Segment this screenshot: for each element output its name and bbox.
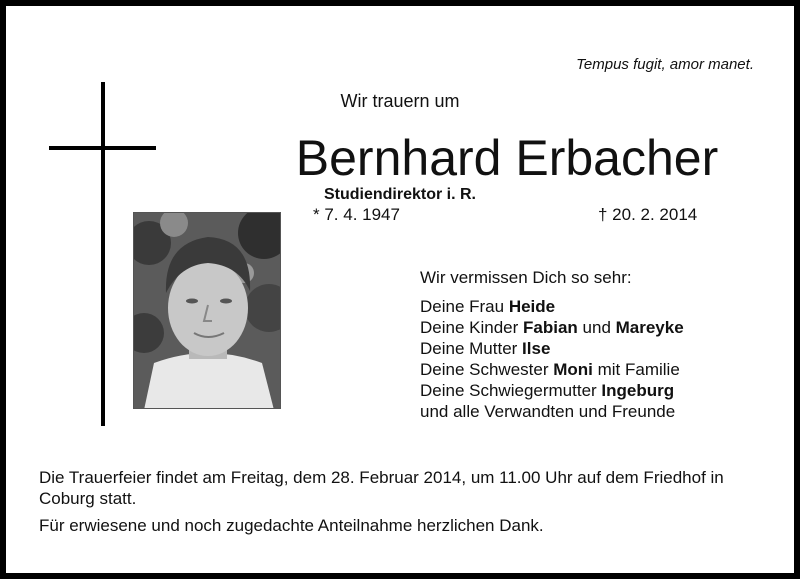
deceased-title: Studiendirektor i. R. bbox=[323, 186, 476, 203]
cross-icon-horizontal bbox=[49, 146, 156, 150]
mourner-line bbox=[420, 317, 684, 338]
mourner-relation: Deine Kinder bbox=[420, 318, 524, 337]
mourner-relation: Deine Mutter bbox=[420, 339, 523, 358]
mourner-joiner: und bbox=[577, 318, 616, 337]
birth-date: * 7. 4. 1947 bbox=[313, 205, 400, 224]
mourner-name: Moni bbox=[553, 360, 593, 379]
mourner-line bbox=[420, 401, 684, 422]
mourner-name: Heide bbox=[508, 297, 556, 316]
death-date: † 20. 2. 2014 bbox=[598, 205, 698, 224]
mourner-relation: Deine Schwester bbox=[420, 360, 554, 379]
intro-text: Wir trauern um bbox=[340, 91, 460, 111]
mourners-lead: Wir vermissen Dich so sehr: bbox=[420, 268, 632, 287]
mourner-line bbox=[420, 338, 684, 359]
mourner-relation: Deine Frau bbox=[420, 297, 509, 316]
portrait-photo bbox=[133, 212, 281, 409]
mourner-name: Ilse bbox=[522, 339, 551, 358]
footer-text bbox=[39, 467, 779, 542]
thanks-notice: Für erwiesene und noch zugedachte Anteilnahme herzlichen Dank. bbox=[39, 516, 544, 535]
mourner-suffix: mit Familie bbox=[592, 360, 680, 379]
portrait-image bbox=[134, 213, 281, 409]
mourners-list bbox=[420, 267, 684, 422]
motto: Tempus fugit, amor manet. bbox=[576, 56, 754, 73]
mourner-name: Ingeburg bbox=[601, 381, 675, 400]
mourner-line bbox=[420, 380, 684, 401]
mourner-name: Fabian bbox=[523, 318, 578, 337]
ceremony-notice: Die Trauerfeier findet am Freitag, dem 28. Februar 2014, um 11.00 Uhr auf dem Friedhof in Coburg statt. bbox=[39, 468, 724, 508]
mourner-relation: Deine Schwiegermutter bbox=[420, 381, 602, 400]
deceased-name: Bernhard Erbacher bbox=[295, 130, 719, 186]
mourner-line bbox=[420, 296, 684, 317]
cross-icon-vertical bbox=[101, 82, 105, 426]
mourner-name: Mareyke bbox=[615, 318, 684, 337]
mourner-relation: und alle Verwandten und Freunde bbox=[420, 402, 676, 421]
mourner-line bbox=[420, 359, 684, 380]
